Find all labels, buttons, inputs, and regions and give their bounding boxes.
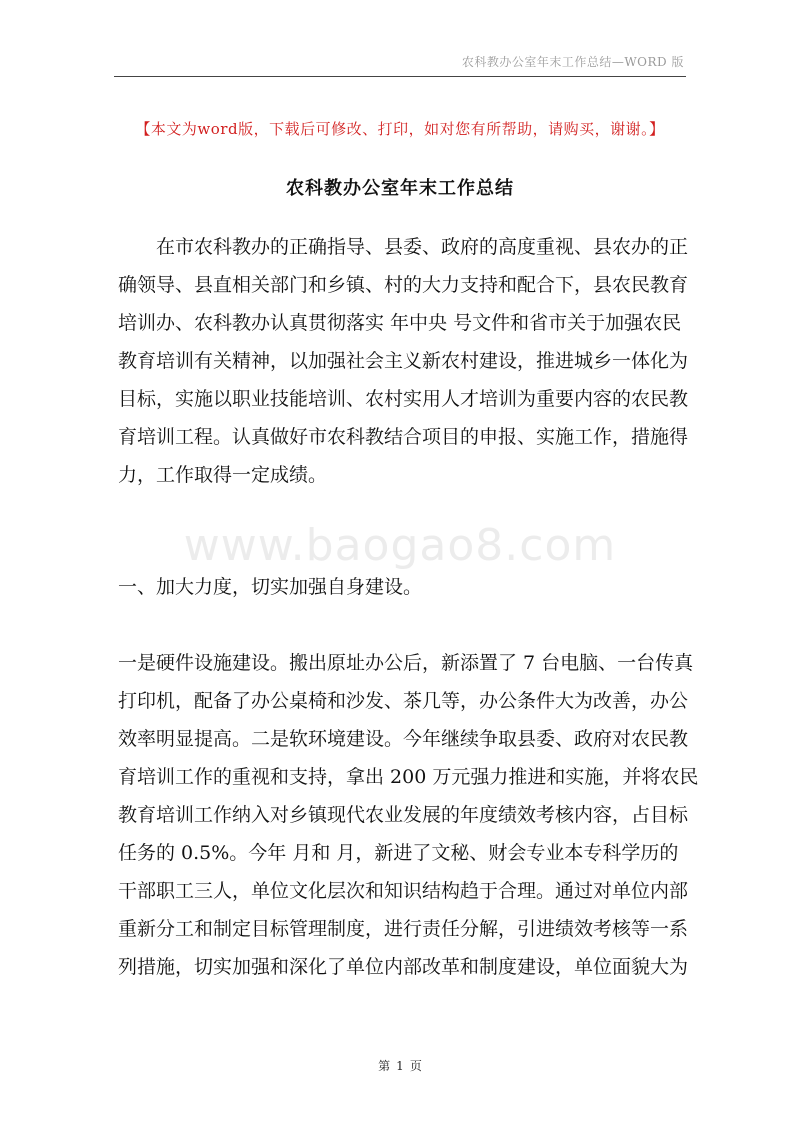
intro-paragraph	[118, 228, 688, 494]
header-divider	[114, 76, 686, 77]
section-heading: 一、加大力度，切实加强自身建设。	[118, 576, 423, 598]
paragraph-line: 干部职工三人，单位文化层次和知识结构趋于合理。通过对单位内部	[118, 880, 689, 902]
paragraph-line: 一是硬件设施建设。搬出原址办公后，新添置了 7 台电脑、一台传真	[118, 652, 694, 674]
paragraph-line: 育培训工作的重视和支持，拿出 200 万元强力推进和实施，并将农民	[118, 766, 699, 788]
paragraph-line: 打印机，配备了办公桌椅和沙发、茶几等，办公条件大为改善，办公	[118, 690, 689, 712]
paragraph-line: 目标，实施以职业技能培训、农村实用人才培训为重要内容的农民教	[118, 388, 689, 410]
paragraph-line: 重新分工和制定目标管理制度，进行责任分解，引进绩效考核等一系	[118, 918, 689, 940]
paragraph-line: 教育培训有关精神，以加强社会主义新农村建设，推进城乡一体化为	[118, 350, 689, 372]
paragraph-line: 列措施，切实加强和深化了单位内部改革和制度建设，单位面貌大为	[118, 956, 689, 978]
body-paragraph	[118, 644, 699, 986]
page-footer	[0, 1057, 800, 1074]
page-number: 1	[396, 1059, 404, 1073]
footer-suffix: 页	[409, 1059, 422, 1073]
download-notice: 【本文为word版，下载后可修改、打印，如对您有所帮助，请购买，谢谢。】	[135, 120, 665, 138]
footer-prefix: 第	[378, 1059, 391, 1073]
paragraph-line: 培训办、农科教办认真贯彻落实 年中央 号文件和省市关于加强农民	[118, 312, 682, 334]
paragraph-line: 在市农科教办的正确指导、县委、政府的高度重视、县农办的正	[118, 236, 689, 258]
paragraph-line: 任务的 0.5%。今年 月和 月，新进了文秘、财会专业本专科学历的	[118, 842, 679, 864]
paragraph-line: 效率明显提高。二是软环境建设。今年继续争取县委、政府对农民教	[118, 728, 689, 750]
paragraph-line: 育培训工程。认真做好市农科教结合项目的申报、实施工作，措施得	[118, 426, 689, 448]
paragraph-line: 力，工作取得一定成绩。	[118, 464, 328, 486]
watermark-text: www.baogao8.com	[183, 520, 617, 571]
running-header: 农科教办公室年末工作总结—WORD 版	[461, 55, 684, 69]
paragraph-line: 确领导、县直相关部门和乡镇、村的大力支持和配合下，县农民教育	[118, 274, 689, 296]
document-title: 农科教办公室年末工作总结	[286, 178, 514, 199]
paragraph-line: 教育培训工作纳入对乡镇现代农业发展的年度绩效考核内容，占目标	[118, 804, 689, 826]
